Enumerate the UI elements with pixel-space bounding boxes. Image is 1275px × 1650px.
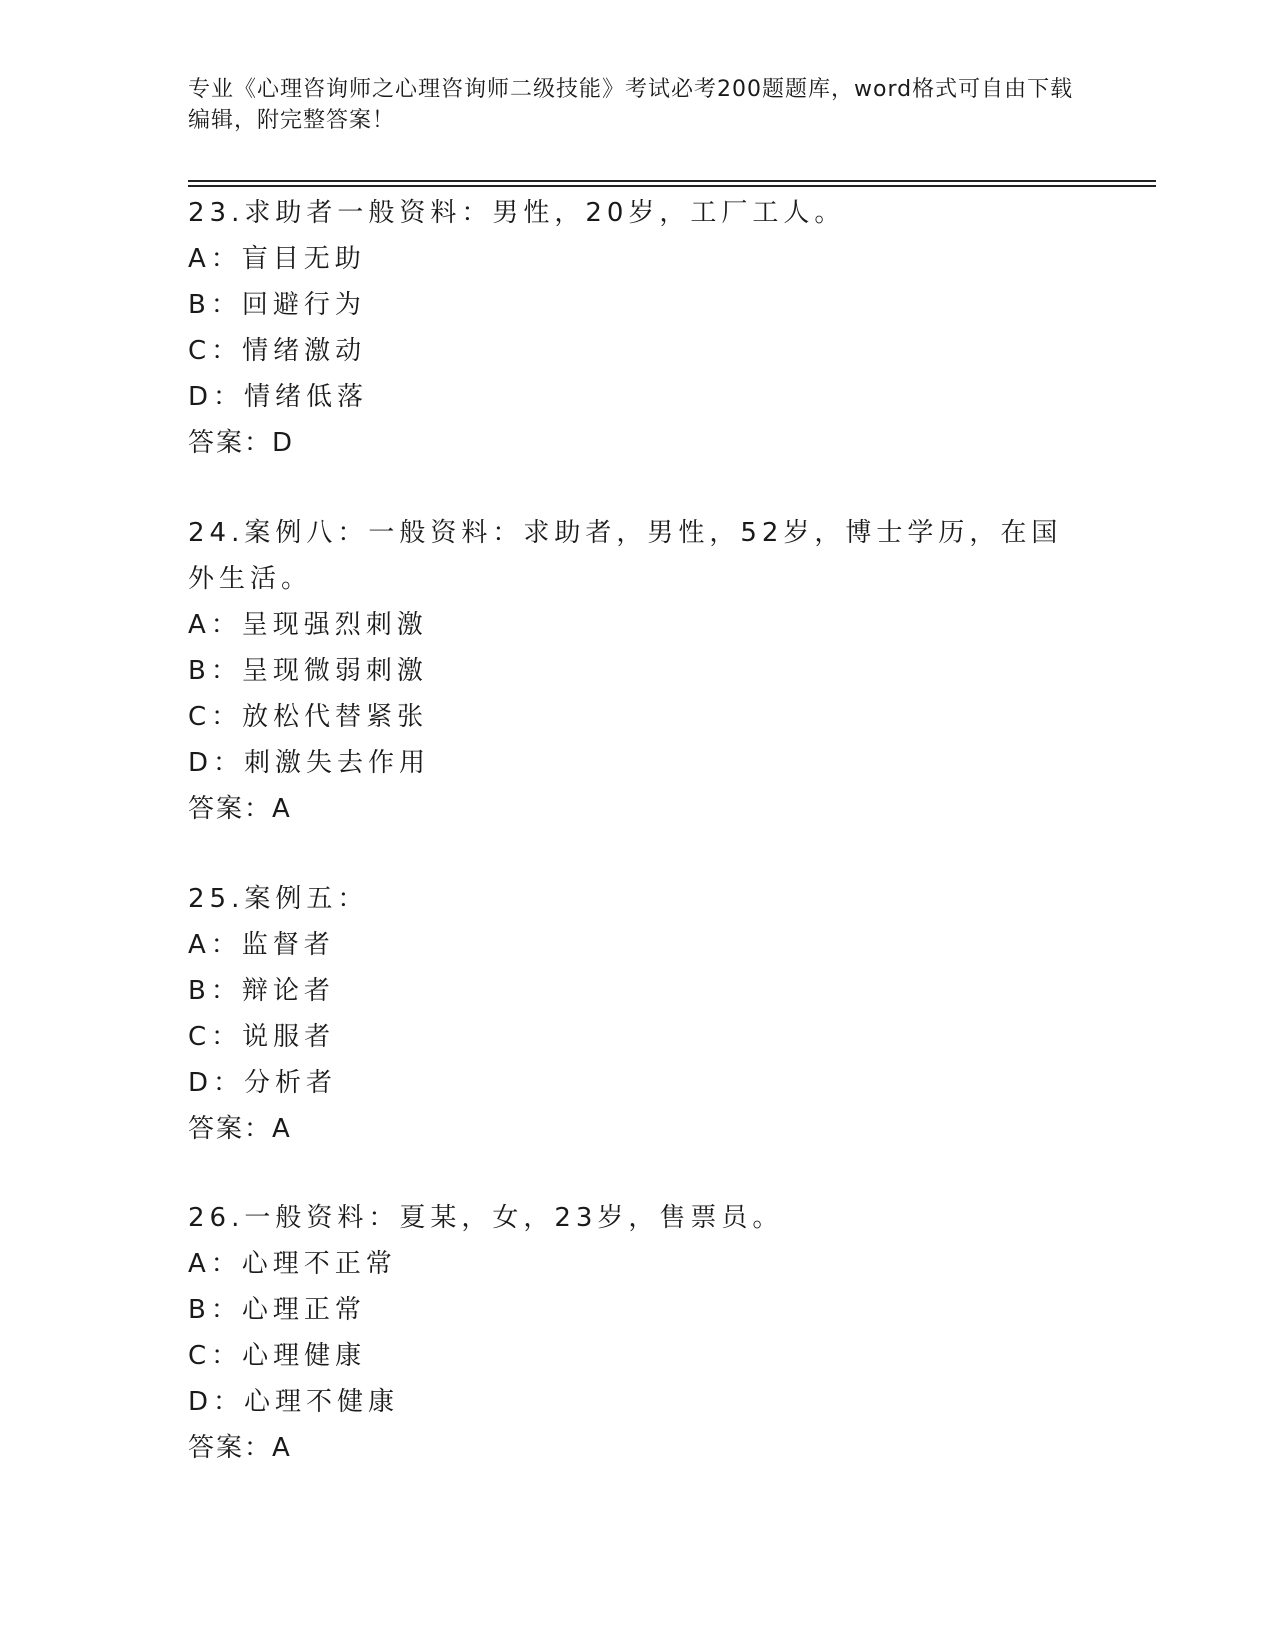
question-stem: 23.求助者一般资料：男性，20岁，工厂工人。 <box>188 198 846 228</box>
option-d: D：心理不健康 <box>188 1387 400 1417</box>
option-d: D：分析者 <box>188 1068 338 1098</box>
header-divider-bottom <box>188 185 1156 187</box>
option-b: B：呈现微弱刺激 <box>188 656 428 686</box>
answer-line: 答案：A <box>188 1433 292 1463</box>
question-block <box>188 510 1088 832</box>
question-block <box>188 190 1088 466</box>
document-intro: 专业《心理咨询师之心理咨询师二级技能》考试必考200题题库，word格式可自由下载编辑，附完整答案！ <box>188 77 1074 133</box>
option-b: B：回避行为 <box>188 290 366 320</box>
option-a: A：心理不正常 <box>188 1249 397 1279</box>
option-c: C：心理健康 <box>188 1341 367 1371</box>
answer-line: 答案：A <box>188 1114 292 1144</box>
option-a: A：呈现强烈刺激 <box>188 610 428 640</box>
option-c: C：情绪激动 <box>188 336 367 366</box>
option-c: C：放松代替紧张 <box>188 702 429 732</box>
header-divider-top <box>188 180 1156 182</box>
option-a: A：盲目无助 <box>188 244 366 274</box>
answer-line: 答案：A <box>188 794 292 824</box>
answer-line: 答案：D <box>188 428 295 458</box>
option-c: C：说服者 <box>188 1022 336 1052</box>
question-stem: 26.一般资料：夏某，女，23岁，售票员。 <box>188 1203 784 1233</box>
question-block <box>188 876 1088 1152</box>
option-b: B：心理正常 <box>188 1295 366 1325</box>
question-block <box>188 1195 1088 1471</box>
question-stem: 25.案例五： <box>188 884 369 914</box>
option-a: A：监督者 <box>188 930 335 960</box>
question-stem: 24.案例八：一般资料：求助者，男性，52岁，博士学历，在国外生活。 <box>188 518 1063 594</box>
option-d: D：情绪低落 <box>188 382 369 412</box>
option-b: B：辩论者 <box>188 976 335 1006</box>
option-d: D：刺激失去作用 <box>188 748 431 778</box>
